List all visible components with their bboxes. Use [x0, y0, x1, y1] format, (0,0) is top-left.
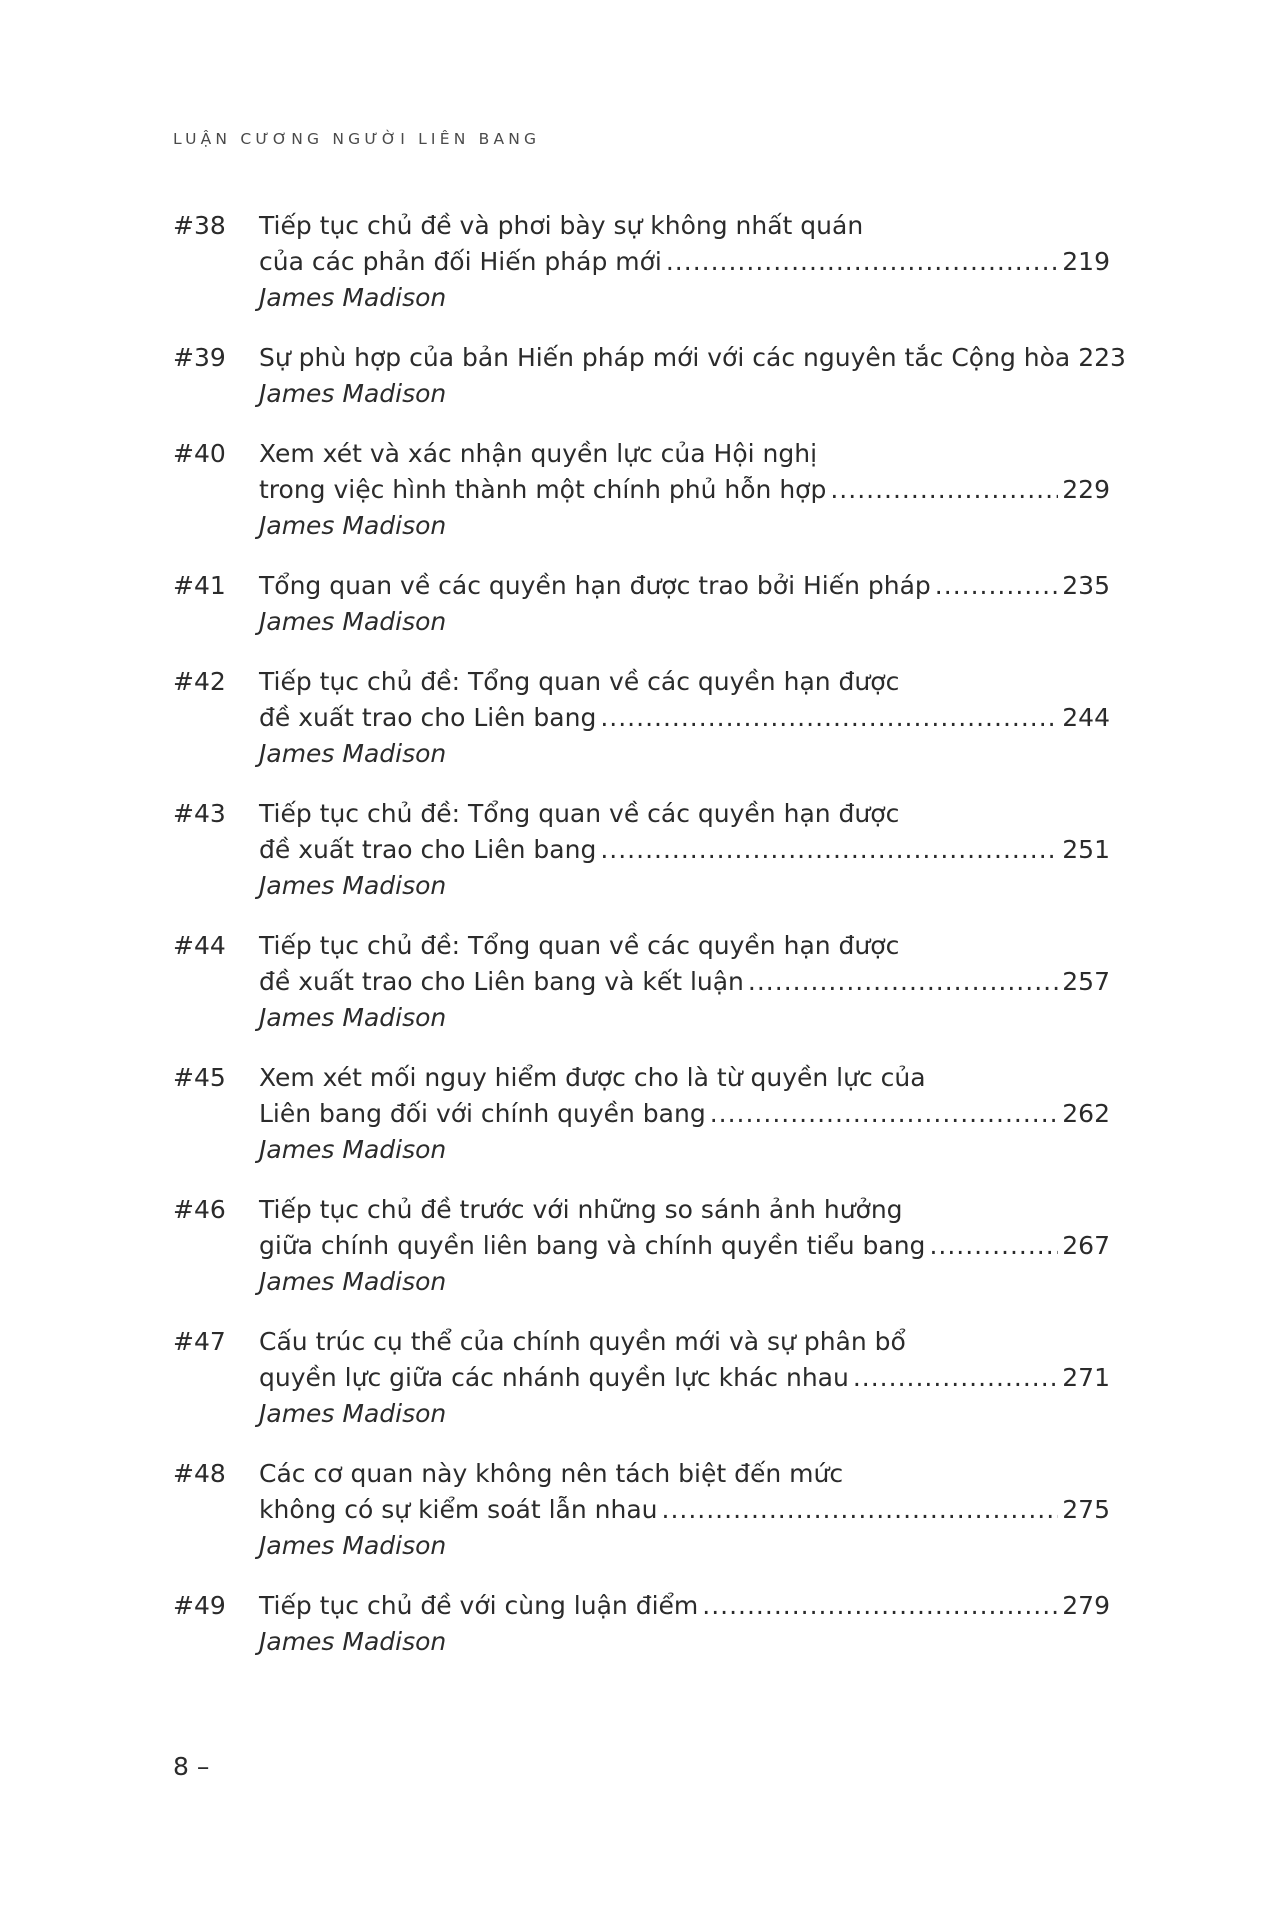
- chapter-title-line: đề xuất trao cho Liên bang: [259, 703, 597, 732]
- author: James Madison: [259, 1003, 447, 1032]
- author: James Madison: [259, 739, 447, 768]
- chapter-title-line: Tiếp tục chủ đề trước với những so sánh ảnh hưởng: [259, 1195, 903, 1224]
- chapter-title-line: Các cơ quan này không nên tách biệt đến mức: [259, 1459, 844, 1488]
- chapter-title-line: giữa chính quyền liên bang và chính quyền tiểu bang: [259, 1231, 926, 1260]
- toc-entry: [173, 1456, 1110, 1564]
- dot-leader: [702, 1588, 1058, 1624]
- author: James Madison: [259, 607, 447, 636]
- author: James Madison: [259, 1267, 447, 1296]
- dot-leader: [600, 700, 1058, 736]
- chapter-number: #39: [173, 343, 226, 372]
- toc-entry: [173, 1192, 1110, 1300]
- dot-leader: [935, 568, 1058, 604]
- dot-leader: [666, 244, 1058, 280]
- chapter-title-line: Tiếp tục chủ đề và phơi bày sự không nhất quán: [259, 211, 864, 240]
- dot-leader: [929, 1228, 1058, 1264]
- chapter-title-line: Tiếp tục chủ đề: Tổng quan về các quyền hạn được: [259, 667, 900, 696]
- toc-entry: [173, 796, 1110, 904]
- toc-entry: [173, 1060, 1110, 1168]
- chapter-number: #44: [173, 931, 226, 960]
- author: James Madison: [259, 379, 447, 408]
- running-head: LUẬN CƯƠNG NGƯỜI LIÊN BANG: [173, 130, 541, 148]
- dot-leader: [830, 472, 1058, 508]
- chapter-title-line: đề xuất trao cho Liên bang: [259, 835, 597, 864]
- chapter-title-line: Xem xét mối nguy hiểm được cho là từ quyền lực của: [259, 1063, 926, 1092]
- chapter-number: #40: [173, 439, 226, 468]
- page-folio: 8 –: [173, 1752, 210, 1781]
- toc-entry: [173, 208, 1110, 316]
- page-number: 262: [1062, 1099, 1110, 1128]
- author: James Madison: [259, 511, 447, 540]
- author: James Madison: [259, 1627, 447, 1656]
- chapter-title-line: Liên bang đối với chính quyền bang: [259, 1099, 706, 1128]
- toc-entry: [173, 1588, 1110, 1660]
- chapter-number: #41: [173, 571, 226, 600]
- table-of-contents: [173, 208, 1126, 1684]
- page-number: 279: [1062, 1591, 1110, 1620]
- page-number: 223: [1078, 343, 1126, 372]
- toc-entry: [173, 664, 1110, 772]
- chapter-number: #38: [173, 211, 226, 240]
- chapter-title-line: Cấu trúc cụ thể của chính quyền mới và sự phân bổ: [259, 1327, 906, 1356]
- chapter-number: #46: [173, 1195, 226, 1224]
- chapter-title-line: Xem xét và xác nhận quyền lực của Hội nghị: [259, 439, 818, 468]
- page-number: 257: [1062, 967, 1110, 996]
- chapter-title-line: Tiếp tục chủ đề với cùng luận điểm: [259, 1591, 699, 1620]
- chapter-title-line: không có sự kiểm soát lẫn nhau: [259, 1495, 658, 1524]
- chapter-number: #43: [173, 799, 226, 828]
- page-number: 251: [1062, 835, 1110, 864]
- toc-entry: [173, 1324, 1110, 1432]
- chapter-title-line: Sự phù hợp của bản Hiến pháp mới với các nguyên tắc Cộng hòa: [259, 343, 1071, 372]
- chapter-title-line: quyền lực giữa các nhánh quyền lực khác nhau: [259, 1363, 849, 1392]
- chapter-number: #49: [173, 1591, 226, 1620]
- page-number: 275: [1062, 1495, 1110, 1524]
- toc-entry: [173, 568, 1110, 640]
- dot-leader: [662, 1492, 1059, 1528]
- chapter-number: #45: [173, 1063, 226, 1092]
- toc-entry: [173, 340, 1126, 412]
- page-number: 244: [1062, 703, 1110, 732]
- page-number: 271: [1062, 1363, 1110, 1392]
- chapter-number: #47: [173, 1327, 226, 1356]
- dot-leader: [748, 964, 1058, 1000]
- dot-leader: [853, 1360, 1058, 1396]
- chapter-title-line: đề xuất trao cho Liên bang và kết luận: [259, 967, 744, 996]
- author: James Madison: [259, 1399, 447, 1428]
- toc-entry: [173, 436, 1110, 544]
- chapter-number: #48: [173, 1459, 226, 1488]
- author: James Madison: [259, 283, 447, 312]
- chapter-title-line: Tiếp tục chủ đề: Tổng quan về các quyền hạn được: [259, 799, 900, 828]
- chapter-title-line: Tổng quan về các quyền hạn được trao bởi Hiến pháp: [259, 571, 931, 600]
- page-number: 229: [1062, 475, 1110, 504]
- page-number: 235: [1062, 571, 1110, 600]
- page-number: 219: [1062, 247, 1110, 276]
- author: James Madison: [259, 871, 447, 900]
- dot-leader: [600, 832, 1058, 868]
- page-number: 267: [1062, 1231, 1110, 1260]
- chapter-title-line: trong việc hình thành một chính phủ hỗn hợp: [259, 475, 827, 504]
- chapter-title-line: Tiếp tục chủ đề: Tổng quan về các quyền hạn được: [259, 931, 900, 960]
- chapter-number: #42: [173, 667, 226, 696]
- author: James Madison: [259, 1135, 447, 1164]
- author: James Madison: [259, 1531, 447, 1560]
- toc-entry: [173, 928, 1110, 1036]
- chapter-title-line: của các phản đối Hiến pháp mới: [259, 247, 662, 276]
- dot-leader: [710, 1096, 1059, 1132]
